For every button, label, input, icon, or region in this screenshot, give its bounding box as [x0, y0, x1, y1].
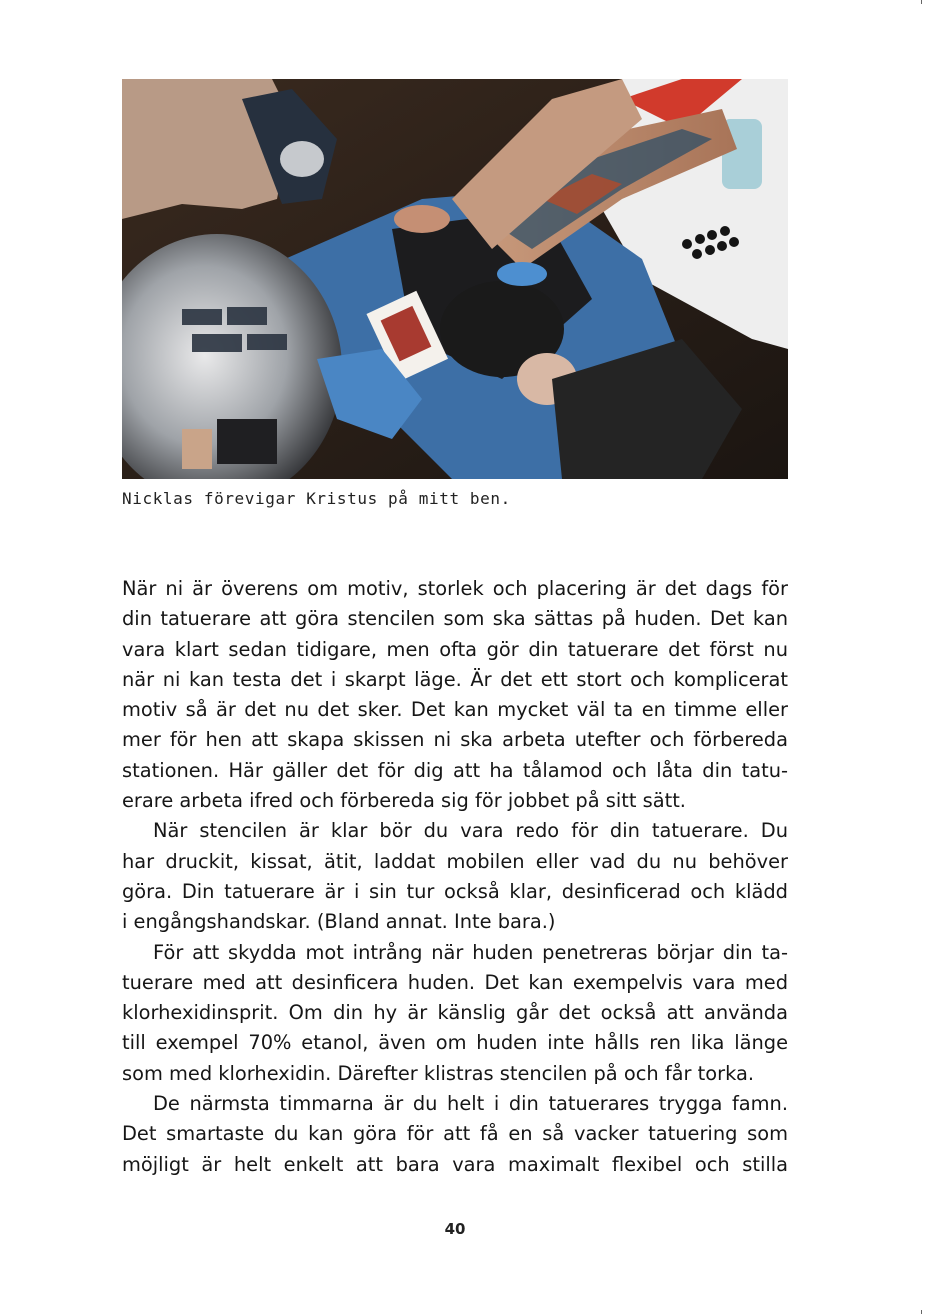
- body-text: [122, 574, 788, 1180]
- text-line: till exempel 70% etanol, även om huden inte hålls ren lika länge: [122, 1031, 788, 1055]
- paragraph: [122, 574, 788, 816]
- text-line: För att skydda mot intrång när huden penetreras börjar din ta-: [153, 940, 788, 964]
- text-line: De närmsta timmarna är du helt i din tatuerares trygga famn.: [153, 1092, 788, 1116]
- paragraph: [122, 1089, 788, 1180]
- text-line: som med klorhexidin. Därefter klistras stencilen på och får torka.: [122, 1061, 755, 1085]
- text-line: När ni är överens om motiv, storlek och placering är det dags för: [122, 577, 788, 600]
- text-line: stationen. Här gäller det för dig att ha tålamod och låta din tatu-: [122, 758, 788, 782]
- text-line: har druckit, kissat, ätit, laddat mobilen eller vad du nu behöver: [122, 849, 788, 873]
- text-line: motiv så är det nu det sker. Det kan mycket väl ta en timme eller: [122, 698, 788, 722]
- photo-caption: Nicklas förevigar Kristus på mitt ben.: [122, 489, 511, 508]
- crop-mark-bottom: [921, 1310, 922, 1314]
- text-line: tuerare med att desinficera huden. Det kan exempelvis vara med: [122, 970, 788, 994]
- text-line: i engångshandskar. (Bland annat. Inte bara.): [122, 910, 556, 934]
- text-line: mer för hen att skapa skissen ni ska arbeta utefter och förbereda: [122, 728, 788, 752]
- text-line: din tatuerare att göra stencilen som ska sättas på huden. Det kan: [122, 607, 788, 631]
- text-line: Det smartaste du kan göra för att få en så vacker tatuering som: [122, 1122, 788, 1146]
- text-line: klorhexidinsprit. Om din hy är känslig går det också att använda: [122, 1001, 788, 1025]
- paragraph: [122, 938, 788, 1089]
- page-number: 40: [444, 1220, 466, 1238]
- paragraph: [122, 816, 788, 937]
- text-line: möjligt är helt enkelt att bara vara maximalt flexibel och stilla: [122, 1152, 788, 1176]
- text-line: erare arbeta ifred och förbereda sig för jobbet på sitt sätt.: [122, 789, 686, 813]
- text-line: göra. Din tatuerare är i sin tur också klar, desinficerad och klädd: [122, 879, 788, 903]
- tattoo-session-photo: [122, 79, 788, 479]
- crop-mark-top: [921, 0, 922, 4]
- text-line: När stencilen är klar bör du vara redo för din tatuerare. Du: [153, 819, 788, 843]
- text-line: vara klart sedan tidigare, men ofta gör din tatuerare det först nu: [122, 637, 788, 661]
- text-line: när ni kan testa det i skarpt läge. Är det ett stort och komplicerat: [122, 667, 788, 691]
